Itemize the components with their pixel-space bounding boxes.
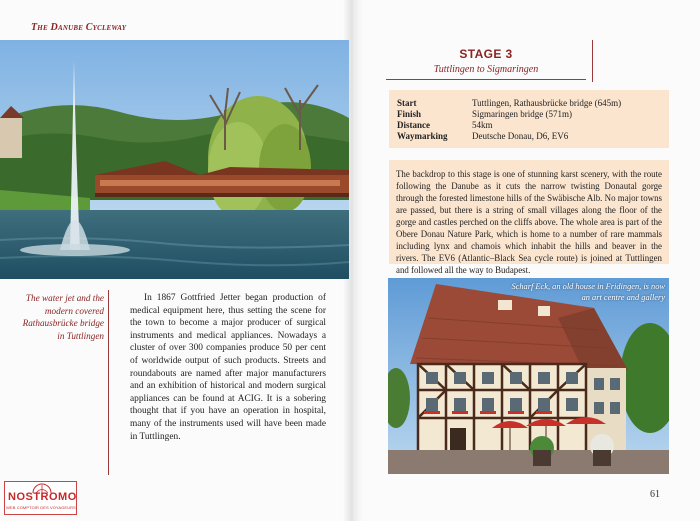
- stage-info-box: [389, 90, 669, 148]
- info-label: Start: [397, 98, 417, 108]
- scharf-eck-caption: Scharf Eck, an old house in Fridingen, is now an art centre and gallery: [511, 282, 665, 302]
- heading-rule-horizontal: [386, 79, 586, 80]
- info-label: Finish: [397, 109, 422, 119]
- logo-subtitle: WEB COMPTOIR DES VOYAGEURS: [6, 505, 76, 510]
- info-value: Sigmaringen bridge (571m): [472, 109, 572, 119]
- logo-title: NOSTROMO: [8, 491, 77, 503]
- stage-description: The backdrop to this stage is one of stunning karst scenery, with the route following the Danube as it cuts the narrow twisting Donautal gorge through the forested limestone hills of the Swäbische Alb. No major towns are passed, but there is a string of small villages along the floor of the gorge and castles perched on the cliffs above. The whole area is part of the Obere Donau Nature Park, which is home to a number of rare mammals including lynx and chamois which inhabit the hills and beaver in the rivers. The EV6 (Atlantic–Black Sea cycle route) is joined at Tuttlingen and followed all the way to Budapest.: [396, 169, 662, 275]
- fountain-photo-caption: The water jet and the modern covered Rathausbrücke bridge in Tuttlingen: [22, 293, 104, 341]
- info-value: 54km: [472, 120, 493, 130]
- info-label: Waymarking: [397, 131, 448, 141]
- stage-description-box: [389, 160, 669, 275]
- fountain-photo: [0, 40, 349, 279]
- left-body-text: In 1867 Gottfried Jetter began production of medical equipment here, thus setting the scene for the town to become a major producer of surgical instruments and medical appliances. Nowadays a cluster of over 300 companies produce 50 per cent of worldwide output of such products. Streets and roundabouts are named after major manufacturers and an exhibition of historical and modern surgical appliances can be found at ACIG. It is a sobering thought that if you have an operation in hospital, many of the instruments used will have been made in Tuttlingen.: [130, 293, 326, 442]
- scharf-eck-photo: [388, 278, 669, 474]
- heading-rule-vertical: [592, 40, 593, 82]
- nostromo-logo: [4, 481, 77, 515]
- stage-title: STAGE 3: [459, 47, 513, 61]
- page-number: 61: [650, 489, 660, 500]
- info-label: Distance: [397, 120, 430, 130]
- stage-subtitle: Tuttlingen to Sigmaringen: [433, 64, 539, 75]
- info-value: Tuttlingen, Rathausbrücke bridge (645m): [472, 98, 622, 108]
- info-value: Deutsche Donau, D6, EV6: [472, 131, 569, 141]
- running-head: The Danube Cycleway: [31, 22, 127, 33]
- caption-divider: [108, 290, 109, 475]
